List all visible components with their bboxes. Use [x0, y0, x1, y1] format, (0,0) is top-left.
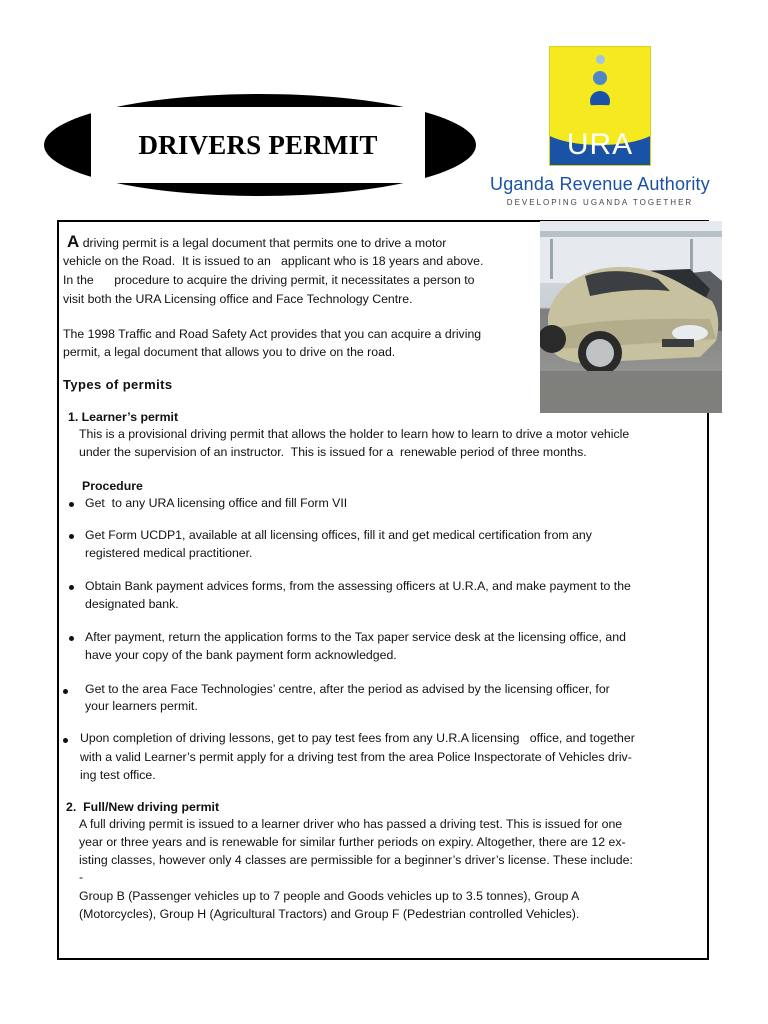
procedure-step-4-line-1: After payment, return the application forms to the Tax paper service desk at the licensing office, and [85, 630, 626, 644]
drop-cap: A [67, 232, 80, 251]
learner-desc-line-2: under the supervision of an instructor. This is issued for a renewable period of three months. [79, 445, 587, 459]
logo-dot-medium [593, 71, 607, 85]
procedure-step-3-line-2: designated bank. [85, 597, 179, 611]
bullet [69, 585, 74, 590]
bullet [63, 689, 68, 694]
full-heading: 2. Full/New driving permit [66, 800, 220, 814]
procedure-step-6-line-2: with a valid Learner’s permit apply for a driving test from the area Police Inspectorate of Vehicles driv- [80, 750, 632, 764]
intro-line-1 [67, 233, 446, 252]
full-line-2: year or three years and is renewable for similar further periods on expiry. Altogether, there are 12 ex- [79, 835, 626, 849]
intro-text-1: driving permit is a legal document that permits one to drive a motor [79, 236, 447, 250]
logo-band-text: URA [566, 128, 634, 161]
procedure-step-5-line-2: your learners permit. [85, 699, 198, 713]
procedure-step-6-line-1: Upon completion of driving lessons, get to pay test fees from any U.R.A licensing office, and together [80, 731, 635, 745]
procedure-heading: Procedure [82, 479, 143, 493]
title-box [91, 107, 425, 183]
bullet [69, 636, 74, 641]
bullet [69, 534, 74, 539]
full-line-5: Group B (Passenger vehicles up to 7 people and Goods vehicles up to 3.5 tonnes), Group A [79, 889, 580, 903]
car-illustration [540, 221, 722, 413]
intro-line-2: vehicle on the Road. It is issued to an applicant who is 18 years and above. [63, 254, 484, 268]
intro-p2-line-1: The 1998 Traffic and Road Safety Act provides that you can acquire a driving [63, 327, 482, 341]
intro-line-3: In the procedure to acquire the driving permit, it necessitates a person to [63, 273, 475, 287]
procedure-step-2-line-2: registered medical practitioner. [85, 546, 253, 560]
procedure-step-6-line-3: ing test office. [80, 768, 156, 782]
org-tagline: DEVELOPING UGANDA TOGETHER [506, 198, 694, 207]
learner-desc-line-1: This is a provisional driving permit that allows the holder to learn how to learn to drive a motor vehicle [79, 427, 630, 441]
full-line-3: isting classes, however only 4 classes are permissible for a beginner’s driver’s license. These include: [79, 853, 633, 867]
org-name: Uganda Revenue Authority [490, 174, 710, 194]
car-photo [540, 221, 722, 413]
full-line-4: - [79, 870, 84, 884]
types-heading: Types of permits [63, 377, 173, 392]
page-title: DRIVERS PERMIT [138, 129, 378, 160]
bullet [63, 738, 68, 743]
procedure-step-3-line-1: Obtain Bank payment advices forms, from the assessing officers at U.R.A, and make payment to the [85, 579, 631, 593]
procedure-step-4-line-2: have your copy of the bank payment form acknowledged. [85, 648, 397, 662]
logo-dot-small [596, 55, 605, 64]
bullet [69, 502, 74, 507]
intro-p2-line-2: permit, a legal document that allows you to drive on the road. [63, 345, 396, 359]
procedure-step-1: Get to any URA licensing office and fill Form VII [85, 496, 348, 510]
intro-line-4: visit both the URA Licensing office and Face Technology Centre. [63, 292, 413, 306]
ura-logo [549, 46, 651, 166]
full-line-6: (Motorcycles), Group H (Agricultural Tractors) and Group F (Pedestrian controlled Vehicles). [79, 907, 580, 921]
procedure-step-2-line-1: Get Form UCDP1, available at all licensing offices, fill it and get medical certification from any [85, 528, 592, 542]
full-line-1: A full driving permit is issued to a learner driver who has passed a driving test. This is issued for one [79, 817, 623, 831]
procedure-step-5-line-1: Get to the area Face Technologies’ centre, after the period as advised by the licensing officer, for [85, 682, 610, 696]
learner-heading: 1. Learner’s permit [68, 410, 179, 424]
